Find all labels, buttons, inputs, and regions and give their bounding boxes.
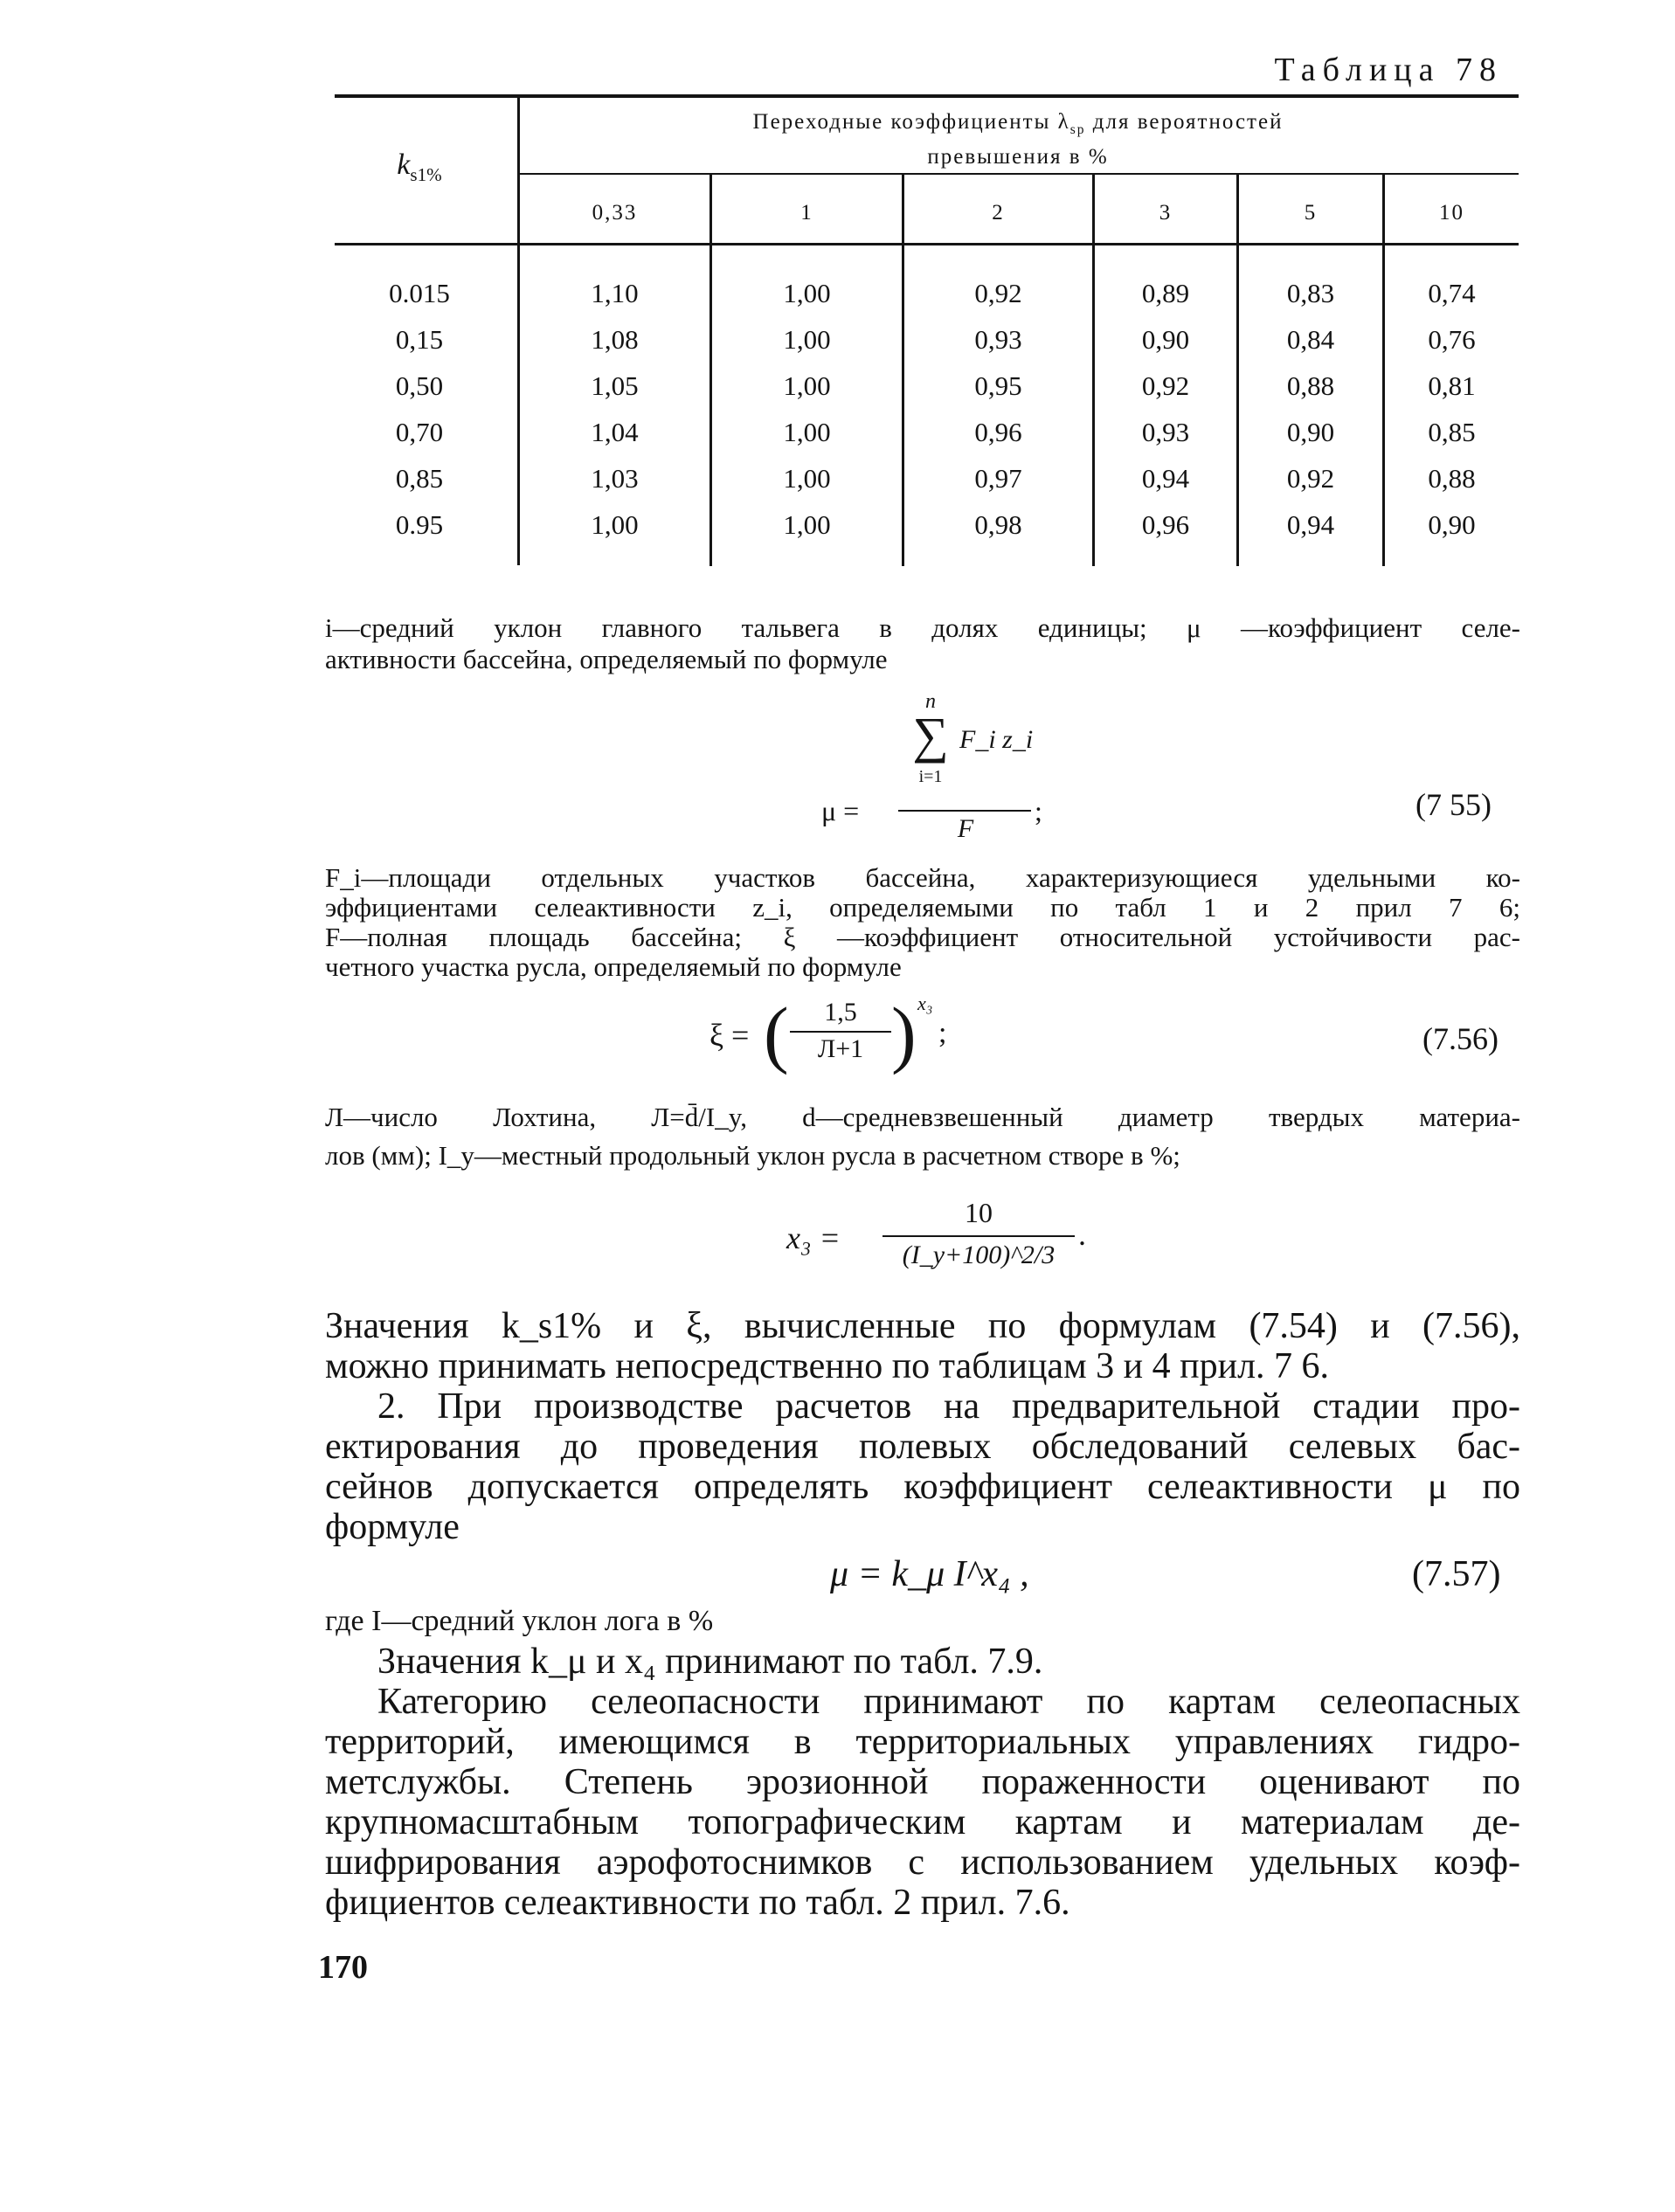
row-k-value: 0,15 (395, 324, 444, 355)
formula-x3: x₃ = 10 (I_y+100)^2/3 . (786, 1197, 1086, 1269)
group-header-line1: Переходные коэффициенты $\lambda_{sp}$ для вероятностей (752, 110, 1284, 137)
para-line: ектирования до проведения полевых обследований селевых бас- (325, 1427, 1520, 1467)
table-cell: 0,94 (1286, 509, 1335, 540)
table-cell: 1,00 (783, 417, 831, 447)
para-line: активности бассейна, определяемый по формуле (325, 644, 888, 674)
para-line: Категорию селеопасности принимают по картам селеопасных (377, 1682, 1520, 1722)
table-cell: 1,08 (591, 324, 639, 355)
table-cell: 1,03 (591, 463, 639, 494)
table-cell: 1,00 (783, 278, 831, 308)
table-cell: 0,89 (1141, 278, 1190, 308)
table-col-rule (1382, 173, 1385, 566)
para-line: можно принимать непосредственно по таблицам 3 и 4 прил. 7 6. (325, 1346, 1330, 1386)
table-cell: 0,84 (1286, 324, 1335, 355)
table-cell: 0,92 (1286, 463, 1335, 494)
col-header: 3 (1159, 201, 1173, 225)
para-line: где I—средний уклон лога в % (325, 1605, 714, 1637)
row-header: $k_{s1\%}$ (397, 149, 442, 185)
para-line: F_i—площади отдельных участков бассейна, характеризующиеся удельными ко- (325, 862, 1520, 893)
table-cell: 0,96 (1141, 509, 1190, 540)
para-line: четного участка русла, определяемый по формуле (325, 951, 902, 982)
table-cell: 1,00 (783, 370, 831, 401)
row-k-value: 0,70 (395, 417, 444, 447)
formula-number: (7.56) (1422, 1021, 1499, 1056)
para-line: F—полная площадь бассейна; ξ —коэффициент относительной устойчивости рас- (325, 922, 1520, 952)
row-k-value: 0,85 (395, 463, 444, 494)
formula-7-57: μ = k_μ I^x₄ , (830, 1554, 1029, 1594)
table-col-rule (1092, 173, 1095, 566)
para-line: 2. При производстве расчетов на предварительной стадии про- (377, 1386, 1520, 1427)
table-cell: 0,90 (1286, 417, 1335, 447)
table-cell: 0,81 (1428, 370, 1476, 401)
formula-7-55: μ = n ∑ F_i z_i i=1 F ; (821, 690, 1042, 843)
row-k-value: 0,50 (395, 370, 444, 401)
table-cell: 1,04 (591, 417, 639, 447)
table-header-rule (335, 243, 1519, 245)
table-cell: 0,97 (974, 463, 1022, 494)
table-cell: 0,88 (1286, 370, 1335, 401)
row-k-value: 0.95 (395, 509, 444, 540)
group-header-line2: превышения в % (927, 145, 1109, 169)
table-cell: 1,00 (591, 509, 639, 540)
table-cell: 0,85 (1428, 417, 1476, 447)
col-header: 5 (1304, 201, 1318, 225)
table-top-rule (335, 94, 1519, 98)
table-cell: 1,05 (591, 370, 639, 401)
table-cell: 1,00 (783, 324, 831, 355)
formula-number: (7 55) (1415, 787, 1492, 822)
table-cell: 0,94 (1141, 463, 1190, 494)
row-k-value: 0.015 (389, 278, 450, 308)
table-cell: 0,98 (974, 509, 1022, 540)
para-line: крупномасштабным топографическим картам и материалам де- (325, 1802, 1520, 1842)
para-line: Значения k_μ и x₄ принимают по табл. 7.9. (377, 1642, 1043, 1682)
table-cell: 0,92 (974, 278, 1022, 308)
para-line: шифрирования аэрофотоснимков с использованием удельных коэф- (325, 1842, 1520, 1883)
table-caption: Таблица 78 (1274, 52, 1503, 88)
para-line: сейнов допускается определять коэффициент селеактивности μ по (325, 1467, 1520, 1507)
formula-number: (7.57) (1412, 1554, 1501, 1594)
table-cell: 0,83 (1286, 278, 1335, 308)
para-line: метслужбы. Степень эрозионной пораженности оценивают по (325, 1762, 1520, 1802)
table-cell: 1,10 (591, 278, 639, 308)
table-cell: 0,95 (974, 370, 1022, 401)
col-header: 0,33 (592, 201, 638, 225)
table-col-rule (1236, 173, 1239, 566)
para-line: формуле (325, 1507, 460, 1547)
table-cell: 1,00 (783, 463, 831, 494)
table-cell: 0,92 (1141, 370, 1190, 401)
para-line: территорий, имеющимся в территориальных управлениях гидро- (325, 1722, 1520, 1762)
formula-7-56: ξ = ( 1,5 Л+1 ) x₃ ; (709, 992, 947, 1075)
table-cell: 0,88 (1428, 463, 1476, 494)
table-cell: 0,90 (1428, 509, 1476, 540)
col-header: 2 (992, 201, 1005, 225)
para-line: i—средний уклон главного тальвега в долях единицы; μ —коэффициент селе‐ (325, 612, 1520, 643)
table-cell: 0,93 (974, 324, 1022, 355)
table-cell: 0,96 (974, 417, 1022, 447)
para-line: Л—число Лохтина, Л=d̄/I_y, d—средневзвешенный диаметр твердых материа- (325, 1102, 1520, 1132)
para-line: эффициентами селеактивности z_i, определяемыми по табл 1 и 2 прил 7 6; (325, 892, 1520, 923)
table-cell: 0,93 (1141, 417, 1190, 447)
para-line: лов (мм); I_y—местный продольный уклон русла в расчетном створе в %; (325, 1140, 1180, 1171)
table-col-rule (902, 173, 904, 566)
table-cell: 0,90 (1141, 324, 1190, 355)
col-header: 1 (800, 201, 813, 225)
page-number: 170 (318, 1949, 368, 1986)
table-cell: 1,00 (783, 509, 831, 540)
table-col-rule (709, 173, 712, 566)
col-header: 10 (1439, 201, 1464, 225)
table-cell: 0,76 (1428, 324, 1476, 355)
para-line: Значения k_s1% и ξ, вычисленные по формулам (7.54) и (7.56), (325, 1306, 1520, 1346)
table-group-rule (517, 173, 1519, 175)
para-line: фициентов селеактивности по табл. 2 прил. 7.6. (325, 1883, 1070, 1923)
table-cell: 0,74 (1428, 278, 1476, 308)
